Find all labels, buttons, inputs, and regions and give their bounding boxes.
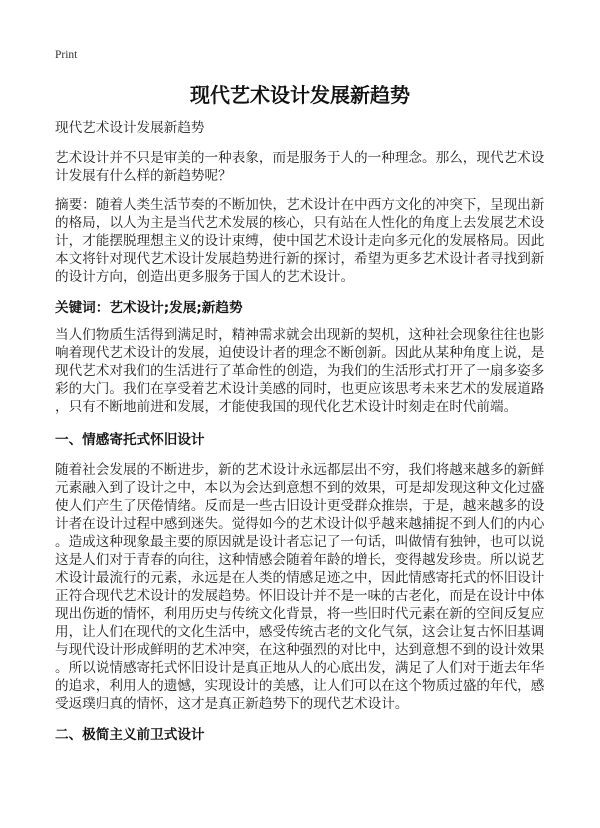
keywords-line: 关键词：艺术设计;发展;新趋势 [55, 300, 243, 316]
section-body-1: 随着社会发展的不断进步，新的艺术设计永远都层出不穷，我们将越来越多的新鲜 元素融入到了设计之中，本以为会达到意想不到的效果，可是却发现这种文化过盛 使人们产生了厌倦情绪。反而是一些古旧设计更受群众推崇，于是，越来越多的设 计者在设计过程中感到迷失。觉得如今的艺术设计似乎越来越捕捉不到人们的内心 。造成这种现象最主要的原因就是设计者忘记了一句话，叫做情有独钟，也可以说 这是人们对于青春的向往，这种情感会随着年龄的增长，变得越发珍贵。所以说艺 术设计最流行的元素，永远是在人类的情感足迹之中，因此情感寄托式的怀旧设计 正符合现代艺术设计的发展趋势。怀旧设计并不是一味的古老化，而是在设计中体 现出伤逝的情怀，利用历史与传统文化背景，将一些旧时代元素在新的空间反复应 用，让人们在现代的文化生活中，感受传统古老的文化气氛，这会让复古怀旧基调 与现代设计形成鲜明的艺术冲突，在这种强烈的对比中，达到意想不到的设计效果 。所以说情感寄托式怀旧设计是真正地从人的心底出发，满足了人们对于逝去年华 的追求，利用人的遗憾，实现设计的美感，让人们可以在这个物质过盛的年代，感 受返璞归真的情怀，这才是真正新趋势下的现代艺术设计。 [55, 462, 545, 712]
lead-line: 现代艺术设计发展新趋势 [55, 120, 205, 136]
print-link[interactable]: Print [55, 49, 78, 61]
intro-paragraph: 艺术设计并不只是审美的一种表象，而是服务于人的一种理念。那么，现代艺术设 计发展有什么样的新趋势呢？ [55, 150, 545, 184]
section-heading-1: 一、情感寄托式怀旧设计 [55, 432, 205, 448]
section-heading-2: 二、极简主义前卫式设计 [55, 727, 205, 743]
abstract-paragraph: 摘要：随着人类生活节奏的不断加快，艺术设计在中西方文化的冲突下，呈现出新 的格局，以人为主是当代艺术发展的核心，只有站在人性化的角度上去发展艺术设 计，才能摆脱理想主义的设计束缚，使中国艺术设计走向多元化的发展格局。因此 本文将针对现代艺术设计发展趋势进行新的探讨，希望为更多艺术设计者寻找到新 的设计方向，创造出更多服务于国人的艺术设计。 [55, 197, 545, 285]
document-title: 现代艺术设计发展新趋势 [190, 83, 410, 107]
preface-paragraph: 当人们物质生活得到满足时，精神需求就会出现新的契机，这种社会现象往往也影 响着现代艺术设计的发展，迫使设计者的理念不断创新。因此从某种角度上说，是 现代艺术对我们的生活进行了革命性的创造，为我们的生活形式打开了一扇多姿多 彩的大门。我们在享受着艺术设计美感的同时，也更应该思考未来艺术的发展道路 ，只有不断地前进和发展，才能使我国的现代化艺术设计时刻走在时代前端。 [55, 327, 545, 415]
